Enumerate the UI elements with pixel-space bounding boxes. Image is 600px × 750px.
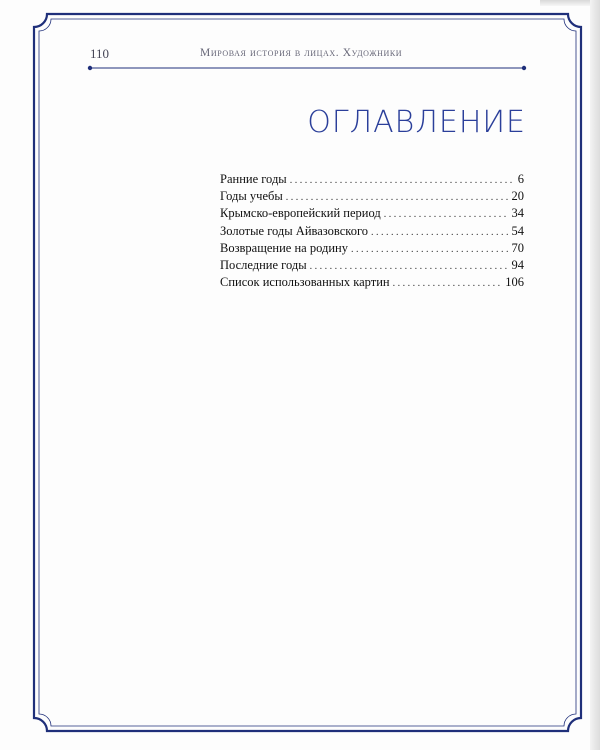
- book-title: Мировая история в лицах. Художники: [200, 47, 403, 59]
- toc-entry[interactable]: [220, 240, 524, 257]
- toc-entry-page: 106: [505, 275, 524, 290]
- table-of-contents: [220, 171, 524, 291]
- dot-leader: [371, 224, 508, 241]
- toc-entry-title: Годы учебы: [220, 189, 283, 204]
- toc-entry-page: 20: [511, 189, 524, 204]
- toc-entry-title: Крымско-европейский период: [220, 206, 381, 221]
- toc-heading: ОГЛАВЛЕНИЕ: [307, 105, 526, 140]
- dot-leader: [393, 275, 503, 292]
- header-rule-left-dot: [88, 66, 92, 70]
- toc-entry[interactable]: [220, 223, 524, 240]
- running-head: [90, 46, 526, 64]
- toc-entry-title: Список использованных картин: [220, 275, 390, 290]
- toc-entry[interactable]: [220, 205, 524, 222]
- toc-entry-title: Золотые годы Айвазовского: [220, 223, 369, 238]
- toc-entry-title: Последние годы: [220, 257, 307, 272]
- toc-entry[interactable]: [220, 274, 524, 291]
- dot-leader: [351, 241, 509, 258]
- dot-leader: [310, 258, 509, 275]
- toc-entry[interactable]: [220, 188, 524, 205]
- dot-leader: [384, 206, 509, 223]
- toc-entry-page: 34: [511, 206, 524, 221]
- toc-entry-title: Ранние годы: [220, 172, 287, 186]
- toc-entry-page: 94: [511, 257, 524, 272]
- toc-entry-page: 54: [511, 223, 524, 238]
- toc-entry-page: 6: [517, 172, 524, 186]
- toc-entry-page: 70: [511, 240, 524, 255]
- toc-entry-title: Возвращение на родину: [220, 240, 348, 255]
- page-number: 110: [90, 46, 110, 61]
- toc-entry[interactable]: [220, 171, 524, 188]
- dot-leader: [286, 189, 509, 206]
- dot-leader: [290, 172, 515, 189]
- toc-entry[interactable]: [220, 257, 524, 274]
- header-rule-right-dot: [522, 66, 526, 70]
